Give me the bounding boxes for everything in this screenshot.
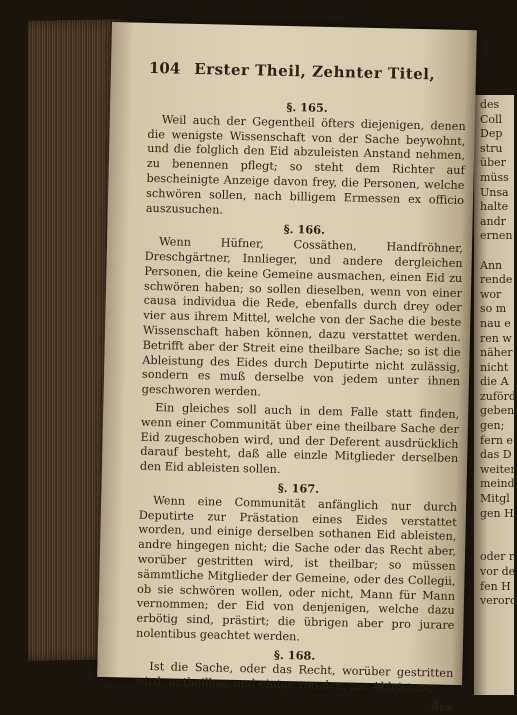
facing-page-line: gen; [480, 419, 505, 433]
facing-page-line: Coll [480, 112, 503, 126]
facing-page-line: Mitgl [480, 492, 510, 506]
body-text [134, 95, 466, 715]
facing-page-line [480, 244, 506, 259]
facing-page-line: zuförd [480, 389, 516, 403]
paragraph: Weil auch der Gegentheil öfters diejenigen, denen die wenigste Wissenschaft von der Sache beywohnt, und die folglich den Eid abzuleisten Anstand nehmen, zu benennen pflegt; so steht dem Richter auf bescheinigte Anzeige davon frey, die Personen, welche schwören sollen, nach billigem Ermessen ex officio auszusuchen. [145, 112, 466, 217]
page-number: 104 [148, 58, 181, 78]
facing-page-line: Unsa [480, 185, 509, 199]
facing-page-line: gen H [480, 506, 514, 520]
facing-page-line: fern e [480, 433, 513, 447]
facing-page-line: ren w [480, 331, 512, 345]
facing-page-line: wor [480, 287, 502, 301]
facing-page-line: stru [480, 141, 503, 155]
facing-page-line: geben [480, 404, 515, 418]
paragraph: Wenn eine Communität anfänglich nur durch Deputirte zur Prästation eines Eides verstattet worden, und einige derselben sothanen Eid ableisten, andre hingegen nicht; die Sache oder das Recht aber, worüber gestritten wird, ist theilbar; so müssen sämmtliche Mitglieder der Gemeine, oder des Collegii, ob sie schwören wollen, oder nicht, Mann für Mann vernommen; der Eid von denjenigen, welche dazu erbötig sind, prästirt; die übrigen aber pro jurare nolentibus geachtet werden. [135, 493, 458, 644]
facing-page-line: so m [480, 302, 507, 316]
facing-page-line: des [480, 98, 500, 111]
facing-page-line [480, 536, 506, 551]
facing-page-line: über [480, 156, 506, 170]
facing-page-line: halte [480, 200, 509, 214]
section-number: §. 168. [273, 647, 316, 663]
facing-page-line: verord [480, 594, 517, 608]
facing-page-text [480, 98, 517, 609]
section-number: §. 165. [286, 99, 328, 115]
facing-page-line: rende [480, 273, 513, 287]
page-header [149, 59, 469, 84]
facing-page-line: weiter [480, 462, 516, 476]
facing-page-line: müss [480, 170, 509, 184]
facing-page-line: nicht [480, 360, 509, 374]
facing-page-line: andr [480, 214, 506, 228]
running-title: Erster Theil, Zehnter Titel, [194, 59, 436, 84]
facing-page-line: meind [480, 477, 515, 491]
paragraph: Ein gleiches soll auch in dem Falle statt finden, wenn einer Communität über eine theilbare Sache der Eid zugeschoben wird, und der Deferent ausdrücklich darauf besteht, daß alle einzle Mitglieder derselben den Eid ableisten sollen. [139, 401, 460, 477]
facing-page-line: nau e [480, 316, 511, 330]
section-165 [146, 97, 467, 224]
paragraph: Ist die Sache, oder das Recht, worüber gestritten wird, untheilbar, und einige von den, zur Ableistung [134, 660, 454, 695]
facing-page-line: fen H [480, 579, 511, 593]
facing-page-line: oder r [480, 550, 515, 564]
section-number: §. 167. [277, 480, 320, 496]
facing-page-line: Dep [480, 127, 503, 141]
facing-page-line: näher [480, 346, 513, 360]
facing-page-line: ernen [480, 229, 513, 243]
facing-page-line: Ann [480, 258, 503, 272]
paragraph: Wenn Hüfner, Cossäthen, Handfröhner, Dreschgärtner, Innlieger, und andere dergleichen Personen, die keine Gemeine ausmachen, einen Eid zu schwören haben; so sollen dieselben, wenn von einer causa individua die Rede, ebenfalls durch drey oder vier aus ihrem Mittel, welche von der Sache die beste Wissenschaft haben können, dazu verstattet werden. Betrifft aber der Streit eine theilbare Sache; so ist die Ableistung des Eides durch Deputirte nicht zulässig, sondern es muß derselbe von jedem unter ihnen geschworen werden. [141, 235, 464, 399]
section-number: §. 166. [283, 222, 326, 238]
facing-page-line [480, 521, 506, 536]
catchword: des [430, 699, 453, 714]
section-166 [140, 219, 464, 482]
book-page [97, 22, 477, 714]
facing-page-line: vor de [480, 565, 516, 578]
section-167 [136, 478, 458, 649]
section-168 [135, 644, 454, 697]
facing-page-line: die A [480, 375, 509, 389]
facing-page-line: das D [480, 448, 512, 462]
